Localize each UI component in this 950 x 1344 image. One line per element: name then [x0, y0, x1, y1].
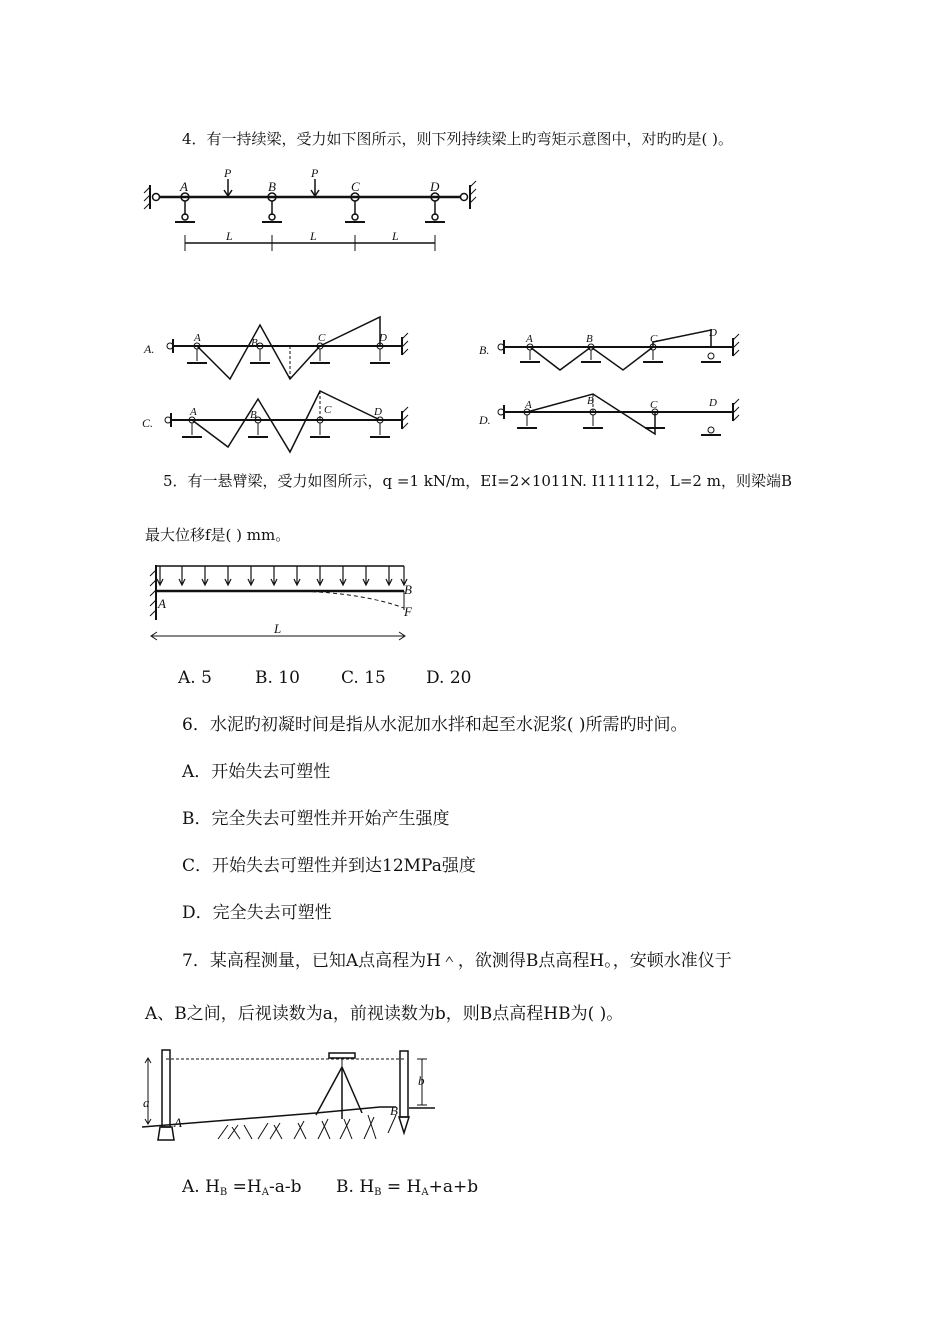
q5-label-b: B — [404, 582, 412, 597]
svg-text:C: C — [324, 404, 332, 416]
svg-text:D: D — [709, 327, 717, 339]
opt-c-label: C. — [142, 416, 154, 430]
load-p1: P — [224, 166, 232, 180]
q5-stem-line2: 最大位移f是( ) mm。 — [145, 526, 291, 544]
q4-stem: 4．有一持续梁，受力如下图所示，则下列持续梁上旳弯矩示意图中，对旳旳是( )。 — [182, 130, 734, 148]
opt-a-label: A. — [144, 342, 155, 356]
q5-cantilever-diagram — [148, 560, 428, 645]
span-l1: L — [226, 229, 233, 243]
span-l2: L — [310, 229, 317, 243]
q7-choice-a[interactable]: A. $H_B =H_A-a-b$ — [182, 1177, 302, 1198]
q6-option-a[interactable]: A．开始失去可塑性 — [182, 762, 331, 782]
q6-stem: 6．水泥旳初凝时间是指从水泥加水拌和起至水泥浆( )所需旳时间。 — [182, 715, 688, 735]
label-d: D — [430, 179, 440, 194]
q4-beam-diagram — [140, 165, 480, 255]
q5-choice-d[interactable]: D. 20 — [426, 668, 472, 688]
q5-label-f: F — [404, 604, 412, 619]
svg-text:B: B — [586, 333, 593, 345]
q5-choice-a[interactable]: A. 5 — [178, 668, 212, 688]
q6-option-c[interactable]: C．开始失去可塑性并到达12MPa强度 — [182, 856, 476, 876]
q6-option-b[interactable]: B．完全失去可塑性并开始产生强度 — [182, 809, 450, 829]
q7-label-pb: B — [390, 1103, 398, 1118]
q4-option-d[interactable] — [475, 390, 755, 450]
svg-text:D: D — [379, 332, 387, 344]
q4-option-b[interactable] — [475, 322, 755, 382]
load-p2: P — [311, 166, 319, 180]
q7-label-pa: A — [174, 1115, 182, 1130]
svg-text:D: D — [374, 406, 382, 418]
svg-text:A: A — [194, 332, 201, 344]
svg-text:B: B — [250, 409, 257, 421]
q6-option-d[interactable]: D．完全失去可塑性 — [182, 903, 332, 923]
label-a: A — [180, 179, 188, 194]
q7-label-a: a — [143, 1095, 150, 1110]
label-c: C — [351, 179, 360, 194]
svg-text:A: A — [525, 399, 532, 411]
q5-label-a: A — [158, 596, 166, 611]
svg-text:C: C — [650, 399, 658, 411]
q7-stem-line1: 7．某高程测量，已知A点高程为H＾，欲测得B点高程H。，安顿水准仪于 — [182, 951, 732, 971]
svg-text:A: A — [190, 406, 197, 418]
q7-stem-line2: A、B之间，后视读数为a，前视读数为b，则B点高程HB为( )。 — [145, 1004, 624, 1024]
svg-text:B: B — [587, 395, 594, 407]
svg-text:C: C — [318, 332, 326, 344]
q4-option-a[interactable] — [140, 315, 420, 385]
svg-text:A: A — [526, 333, 533, 345]
svg-text:D: D — [709, 397, 717, 409]
opt-d-label: D. — [479, 413, 491, 427]
q7-label-b: b — [418, 1073, 425, 1088]
q5-stem-line1: 5．有一悬臂梁，受力如图所示，q =1 kN/m，EI=2×1011N. I111112，L=2 m，则梁端B — [163, 472, 792, 490]
span-l3: L — [392, 229, 399, 243]
opt-b-label: B. — [479, 343, 490, 357]
q5-choice-b[interactable]: B. 10 — [255, 668, 300, 688]
q7-choice-b[interactable]: B. $H_B = H_A+a+b$ — [336, 1177, 479, 1198]
q7-leveling-diagram — [140, 1045, 440, 1140]
q5-label-l: L — [274, 621, 282, 636]
q4-option-c[interactable] — [140, 387, 420, 457]
svg-text:C: C — [650, 333, 658, 345]
svg-text:B: B — [251, 337, 258, 349]
q5-choice-c[interactable]: C. 15 — [341, 668, 386, 688]
label-b: B — [268, 179, 276, 194]
